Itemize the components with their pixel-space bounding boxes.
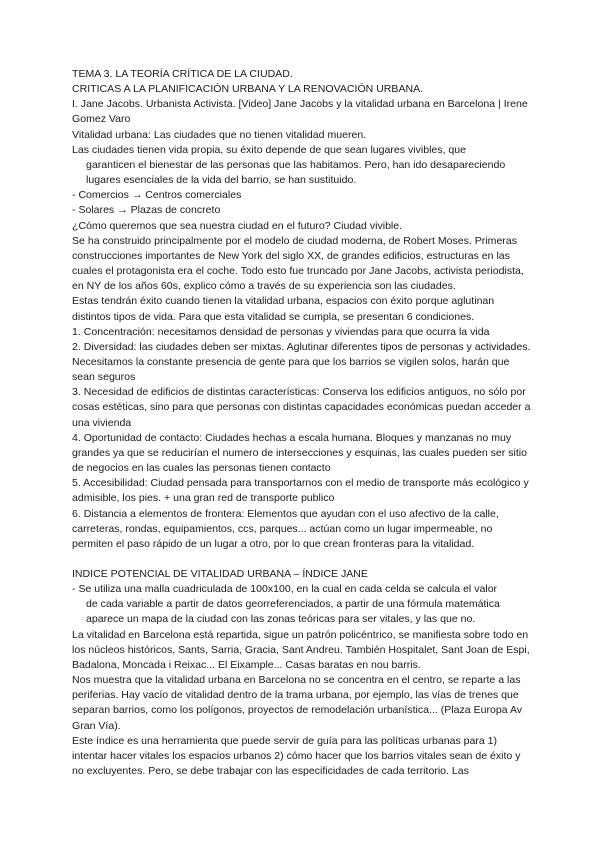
paragraph-vitalidad-urbana: Vitalidad urbana: Las ciudades que no tienen vitalidad mueren. (72, 128, 367, 141)
paragraph-spacer (72, 552, 532, 567)
paragraph-vida-propia: Las ciudades tienen vida propia, su éxito depende de que sean lugares vivibles, que (72, 143, 467, 156)
condition-concentracion: 1. Concentración: necesitamos densidad de personas y viviendas para que ocurra la vida (72, 325, 490, 338)
paragraph-seis-condiciones: Estas tendrán éxito cuando tienen la vitalidad urbana, espacios con éxito porque aglutinan distintos tipos de vida. Para que esta vitalidad se cumpla, se presentan 6 condiciones. (72, 295, 495, 323)
paragraph-periferias: Nos muestra que la vitalidad urbana en Barcelona no se concentra en el centro, se reparte a las periferias. Hay vacío de vitalidad dentro de la trama urbana, por ejemplo, las vías de trenes que separan barrios, como los polígonos, proyectos de remodelación urbanística... (Plaza Europa Av Gran Vía). (72, 674, 523, 732)
paragraph-malla: - Se utiliza una malla cuadriculada de 100x100, en la cual en cada celda se calcula el valor (72, 583, 498, 596)
condition-diversidad: 2. Diversidad: las ciudades deben ser mixtas. Aglutinar diferentes tipos de personas y actividades. Necesitamos la constante presencia de gente para que los barrios se vigilen solos, harán que sean seguros (72, 340, 531, 384)
document-page (72, 67, 532, 779)
paragraph-question: ¿Cómo queremos que sea nuestra ciudad en el futuro? Ciudad vivible. (72, 219, 403, 232)
section-heading-jane-jacobs: I. Jane Jacobs. Urbanista Activista. [Video] Jane Jacobs y la vitalidad urbana en Barcelona | Irene Gomez Varo (72, 98, 528, 126)
paragraph-barcelona-repartida: La vitalidad en Barcelona está repartida, sigue un patrón policéntrico, se manifiesta sobre todo en los núcleos históricos, Sants, Sarria, Gracia, Sant Andreu. También Hospitalet, Sant Joan de Espi, Badalona, Moncada i Reixac... El Eixample... Casas baratas en nou barris. (72, 628, 530, 671)
document-subtitle: CRITICAS A LA PLANIFICACIÓN URBANA Y LA RENOVACIÓN URBANA. (72, 83, 424, 96)
paragraph-herramienta: Este índice es una herramienta que puede servir de guía para las políticas urbanas para 1) intentar hacer vitales los espacios urbanos 2) cómo hacer que los barrios vitales sean de éxito y no excluyentes. Pero, se debe trabajar con las especificidades de cada territorio. Las (72, 734, 521, 778)
paragraph-robert-moses: Se ha construido principalmente por el modelo de ciudad moderna, de Robert Moses. Primeras construcciones importantes de New York del siglo XX, de grandes edificios, estructuras en las cuales el protagonista era el coche. Todo esto fue truncado por Jane Jacobs, activista periodista, en NY de los años 60s, explico cómo a través de su experiencia son las ciudades. (72, 234, 524, 293)
condition-contacto: 4. Oportunidad de contacto: Ciudades hechas a escala humana. Bloques y manzanas no muy grandes ya que se reducirían el numero de intersecciones y esquinas, las cuales pueden ser sitio de negocios en las cuales las personas tienen contacto (72, 431, 527, 475)
section-heading-indice-jane: INDICE POTENCIAL DE VITALIDAD URBANA – ÍNDICE JANE (72, 568, 368, 580)
condition-accesibilidad: 5. Accesibilidad: Ciudad pensada para transportarnos con el medio de transporte más ecológico y admisible, los pies. + una gran red de transporte publico (72, 477, 529, 505)
condition-edificios: 3. Necesidad de edificios de distintas características: Conserva los edificios antiguos, no sólo por cosas estéticas, sino para que personas con distintas capacidades económicas puedan acceder a una vivienda (72, 386, 531, 429)
list-item-comercios: - Comercios → Centros comerciales (72, 189, 242, 202)
document-title: TEMA 3. LA TEORÍA CRÍTICA DE LA CIUDAD. (72, 68, 293, 80)
paragraph-malla-continued: de cada variable a partir de datos georreferenciados, a partir de una fórmula matemática aparece un mapa de la ciudad con las zonas teóricas para ser vitales, y las que no. (86, 598, 500, 626)
paragraph-vida-propia-continued: garanticen el bienestar de las personas que las habitamos. Pero, han ido desapareciendo lugares esenciales de la vida del barrio, se han sustituido. (86, 158, 506, 187)
condition-frontera: 6. Distancia a elementos de frontera: Elementos que ayudan con el uso afectivo de la calle, carreteras, rondas, equipamientos, ccs, parques... actúan como un lugar impermeable, no permiten el paso rápido de un lugar a otro, por lo que crean fronteras para la vitalidad. (72, 507, 499, 550)
list-item-solares: - Solares → Plazas de concreto (72, 204, 221, 217)
